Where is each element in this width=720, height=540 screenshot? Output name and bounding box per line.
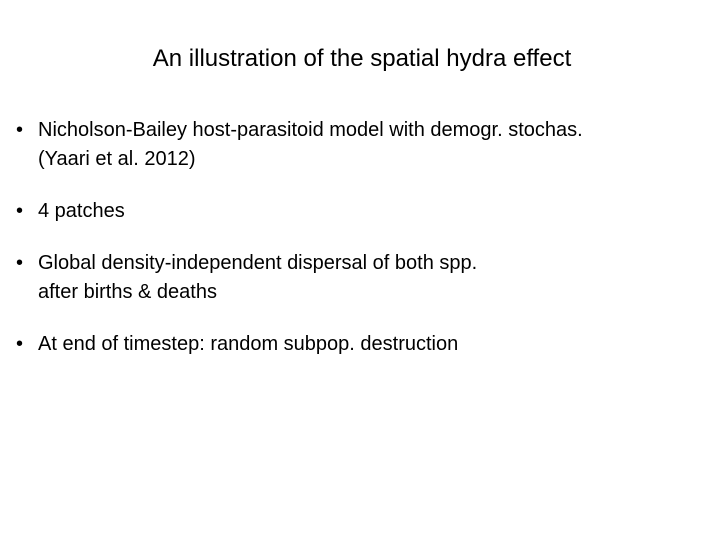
bullet-marker: • <box>16 200 24 222</box>
bullet-item-model <box>16 116 716 174</box>
bullet-line: after births & deaths <box>38 281 217 303</box>
bullet-line: (Yaari et al. 2012) <box>38 148 196 170</box>
bullet-line: Nicholson-Bailey host-parasitoid model with demogr. stochas. <box>38 119 583 141</box>
bullet-marker: • <box>16 333 24 355</box>
bullet-line: 4 patches <box>38 200 125 222</box>
bullet-marker: • <box>16 119 24 141</box>
bullet-line: Global density-independent dispersal of both spp. <box>38 252 478 274</box>
bullet-item-patches <box>16 197 716 226</box>
bullet-line: At end of timestep: random subpop. destruction <box>38 333 459 355</box>
bullet-item-dispersal <box>16 249 716 307</box>
bullet-item-destruction <box>16 330 716 359</box>
bullet-list <box>16 116 716 382</box>
bullet-marker: • <box>16 252 24 274</box>
slide-title: An illustration of the spatial hydra effect <box>152 45 572 72</box>
